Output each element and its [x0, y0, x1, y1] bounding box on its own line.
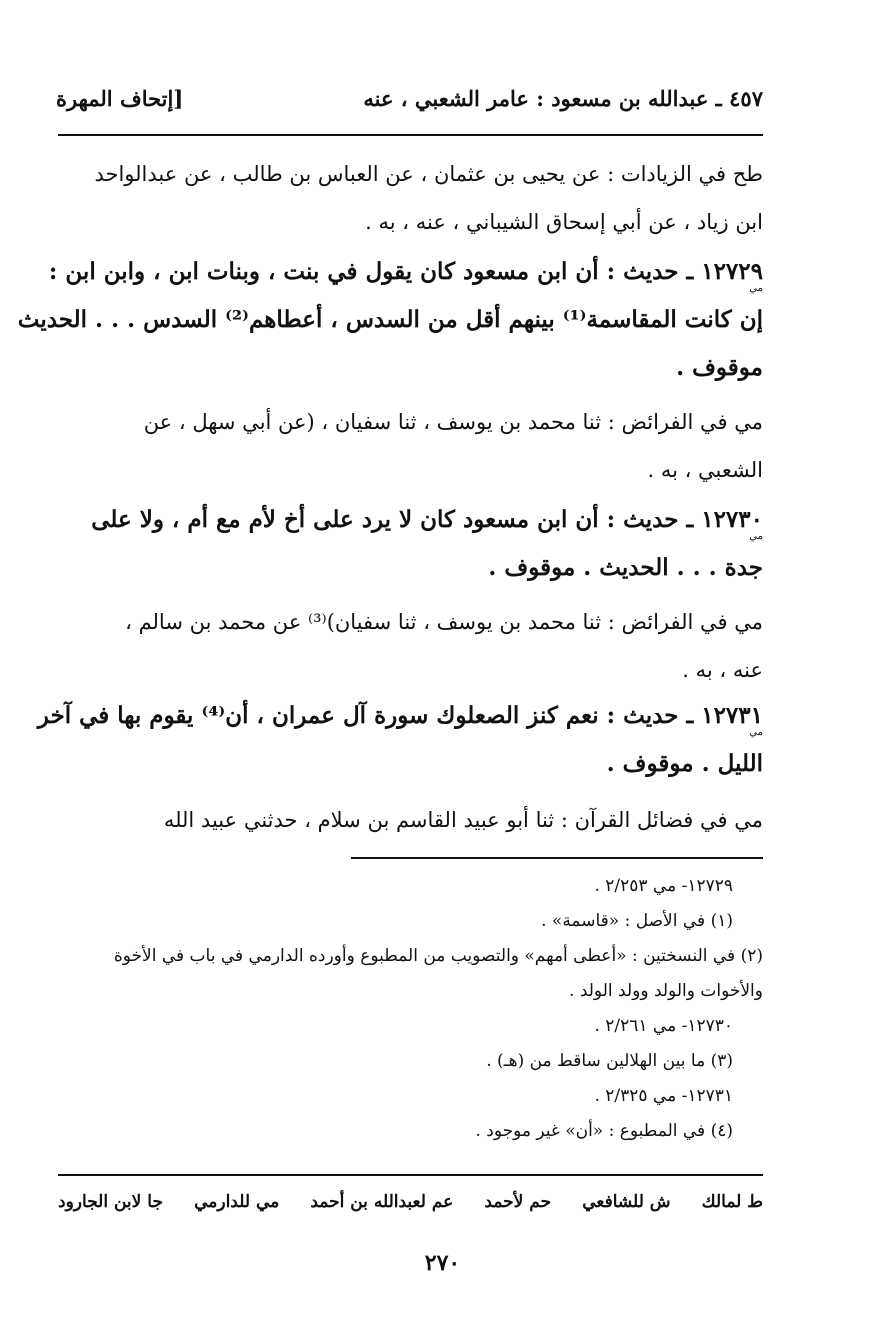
hadith-line: ١٢٧٣٠ ـ حديث : أن ابن مسعود كان لا يرد على أخ لأم مع أم ، ولا على — [91, 506, 763, 533]
legend-item: ط لمالك — [701, 1192, 763, 1212]
text-line: الشعبي ، به . — [647, 458, 763, 482]
header-rule — [58, 134, 763, 136]
hadith-line: جدة . . . الحديث . موقوف . — [488, 554, 763, 581]
siglum-marker: مي — [749, 283, 763, 294]
hadith-line: ١٢٧٣١ ـ حديث : نعم كنز الصعلوك سورة آل عمران ، أن⁽⁴⁾ يقوم بها في آخر — [37, 702, 763, 729]
footnote-line: والأخوات والولد وولد الولد . — [569, 981, 763, 1001]
hadith-line: الليل . موقوف . — [606, 750, 763, 777]
legend-item: جا لابن الجارود — [58, 1192, 163, 1212]
source-paragraph — [58, 598, 763, 694]
source-paragraph — [58, 398, 763, 494]
text-line: عنه ، به . — [682, 658, 763, 682]
sigla-legend — [58, 1192, 763, 1212]
siglum-marker: مي — [749, 727, 763, 738]
text-line: مي في الفرائض : ثنا محمد بن يوسف ، ثنا سفيان)⁽³⁾ عن محمد بن سالم ، — [125, 610, 763, 634]
text-line: مي في فضائل القرآن : ثنا أبو عبيد القاسم بن سلام ، حدثني عبيد الله — [163, 808, 763, 832]
footnote-line: ١٢٧٢٩- مي ٢/٢٥٣ . — [594, 876, 733, 896]
running-header: ٤٥٧ ـ عبدالله بن مسعود : عامر الشعبي ، عنه — [363, 86, 763, 111]
page-number: ٢٧٠ — [424, 1250, 461, 1276]
footnote-line: (٢) في النسختين : «أعطى أمهم» والتصويب من المطبوع وأورده الدارمي في باب في الأخوة — [113, 946, 763, 966]
hadith-paragraph — [37, 692, 763, 788]
siglum-marker: مي — [749, 531, 763, 542]
legend-item: عم لعبدالله بن أحمد — [310, 1192, 454, 1212]
hadith-paragraph — [58, 496, 763, 592]
footnote-line: (٣) ما بين الهلالين ساقط من (هـ) . — [486, 1051, 733, 1071]
source-paragraph — [58, 796, 763, 844]
footnote-line: ١٢٧٣٠- مي ٢/٢٦١ . — [594, 1016, 733, 1036]
hadith-line: موقوف . — [676, 354, 763, 381]
text-line: طح في الزيادات : عن يحيى بن عثمان ، عن العباس بن طالب ، عن عبدالواحد — [94, 162, 763, 186]
legend-item: ش للشافعي — [582, 1192, 671, 1212]
hadith-line: إن كانت المقاسمة⁽¹⁾ بينهم أقل من السدس ، أعطاهم⁽²⁾ السدس . . . الحديث — [17, 306, 763, 333]
footnote-line: ١٢٧٣١- مي ٢/٣٢٥ . — [594, 1086, 733, 1106]
text-line: ابن زياد ، عن أبي إسحاق الشيباني ، عنه ، به . — [365, 210, 763, 234]
footnote-line: (١) في الأصل : «قاسمة» . — [541, 911, 733, 931]
source-paragraph — [58, 150, 763, 246]
footer-rule — [58, 1174, 763, 1176]
footnote-line: (٤) في المطبوع : «أن» غير موجود . — [475, 1121, 733, 1141]
hadith-line: ١٢٧٢٩ ـ حديث : أن ابن مسعود كان يقول في بنت ، وبنات ابن ، وابن ابن : — [48, 258, 763, 285]
footnotes — [58, 869, 763, 1149]
footnote-separator — [351, 857, 763, 859]
text-line: مي في الفرائض : ثنا محمد بن يوسف ، ثنا سفيان ، (عن أبي سهل ، عن — [143, 410, 763, 434]
legend-item: حم لأحمد — [484, 1192, 552, 1212]
book-title-header: [إتحاف المهرة — [56, 86, 184, 111]
hadith-paragraph — [17, 248, 763, 392]
legend-item: مي للدارمي — [194, 1192, 280, 1212]
